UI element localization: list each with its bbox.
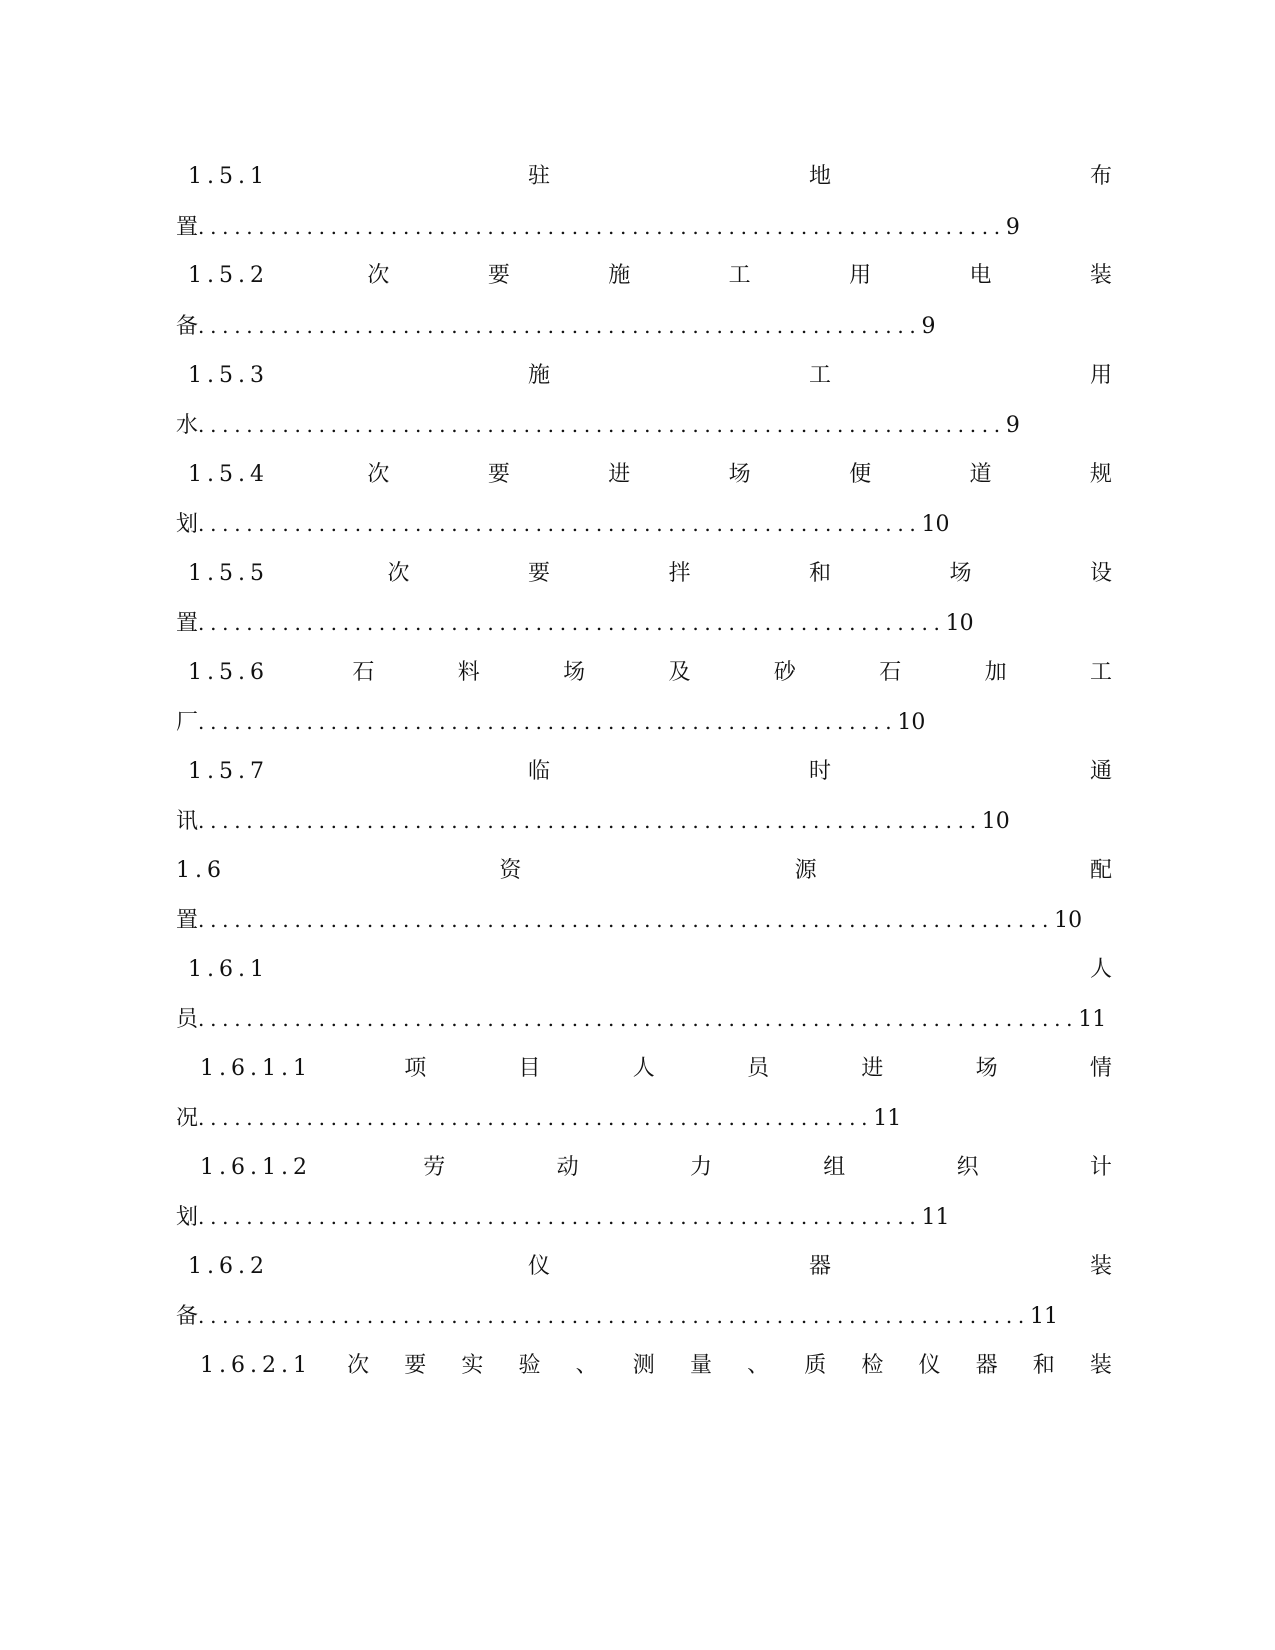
toc-leader-dots: ............................................................ [198, 314, 922, 338]
toc-entry-last-char: 划 [176, 512, 199, 537]
toc-page-number: 9 [921, 314, 936, 339]
toc-leader-dots: ............................................................ [198, 1205, 922, 1229]
toc-entry-last-char: 员 [176, 1007, 199, 1032]
toc-entry-heading[interactable] [176, 361, 1112, 391]
toc-entry-heading[interactable] [176, 162, 1112, 192]
toc-entry-leader[interactable] [176, 410, 1112, 440]
toc-entry-number: 1.6.1 [188, 957, 269, 982]
toc-page-number: 9 [1005, 215, 1020, 240]
toc-entry-last-char: 置 [176, 611, 199, 636]
toc-entry-number: 1.5.4 [188, 462, 269, 487]
toc-entry-char: 时 [808, 759, 831, 784]
toc-entry-leader[interactable] [176, 608, 1112, 638]
toc-page-number: 10 [945, 611, 974, 636]
toc-entry-char: 施 [527, 363, 550, 388]
toc-entry-leader[interactable] [176, 707, 1112, 737]
toc-entry-char: 器 [975, 1353, 998, 1378]
toc-entry-char: 次 [367, 462, 390, 487]
toc-entry-char: 仪 [918, 1353, 941, 1378]
toc-leader-dots: ................................................................. [198, 809, 982, 833]
toc-entry-leader[interactable] [176, 806, 1112, 836]
toc-entry-number: 1.5.3 [188, 363, 269, 388]
toc-entry-char: 源 [794, 858, 817, 883]
toc-entry-heading[interactable] [176, 1351, 1112, 1381]
toc-leader-dots: .......................................................... [198, 710, 898, 734]
toc-entry-char: 仪 [527, 1254, 550, 1279]
toc-entry-last-char: 备 [176, 314, 199, 339]
toc-entry-char: 石 [879, 660, 902, 685]
toc-page-number: 9 [1005, 413, 1020, 438]
toc-entry-leader[interactable] [176, 1103, 1112, 1133]
toc-entry-char: 要 [487, 462, 510, 487]
toc-entry-char: 工 [728, 263, 751, 288]
toc-entry-heading[interactable] [176, 1054, 1112, 1084]
toc-entry-char: 要 [404, 1353, 427, 1378]
toc-entry-char: 情 [1089, 1056, 1112, 1081]
toc-page-number: 10 [1054, 908, 1083, 933]
toc-entry-heading[interactable] [176, 460, 1112, 490]
toc-entry-char: 、 [575, 1353, 598, 1378]
toc-entry-last-char: 划 [176, 1205, 199, 1230]
toc-entry-last-char: 讯 [176, 809, 199, 834]
toc-entry-char: 目 [518, 1056, 541, 1081]
toc-entry-number: 1.6 [176, 858, 226, 883]
toc-entry-char: 场 [975, 1056, 998, 1081]
toc-entry-char: 、 [747, 1353, 770, 1378]
toc-entry-leader[interactable] [176, 1301, 1112, 1331]
toc-entry-char: 量 [689, 1353, 712, 1378]
toc-entry-char: 场 [563, 660, 586, 685]
toc-entry-char: 地 [808, 164, 831, 189]
toc-entry-char: 进 [861, 1056, 884, 1081]
toc-entry-number: 1.5.7 [188, 759, 269, 784]
toc-page-number: 10 [897, 710, 926, 735]
toc-entry-char: 工 [808, 363, 831, 388]
toc-page-number: 11 [1078, 1007, 1107, 1032]
toc-entry-leader[interactable] [176, 1004, 1112, 1034]
toc-entry-heading[interactable] [176, 1153, 1112, 1183]
toc-entry-char: 装 [1089, 1254, 1112, 1279]
toc-entry-heading[interactable] [176, 261, 1112, 291]
toc-entry-char: 砂 [773, 660, 796, 685]
toc-entry-char: 计 [1089, 1155, 1112, 1180]
toc-entry-char: 和 [808, 561, 831, 586]
toc-entry-number: 1.5.2 [188, 263, 269, 288]
toc-entry-number: 1.6.1.1 [200, 1056, 312, 1081]
toc-page-number: 11 [873, 1106, 902, 1131]
toc-leader-dots: ........................................................ [198, 1106, 874, 1130]
toc-entry-char: 员 [747, 1056, 770, 1081]
toc-entry-number: 1.5.5 [188, 561, 269, 586]
toc-entry-char: 施 [608, 263, 631, 288]
toc-entry-char: 拌 [668, 561, 691, 586]
toc-entry-heading[interactable] [176, 955, 1112, 985]
toc-entry-last-char: 厂 [176, 710, 199, 735]
toc-entry-char: 劳 [423, 1155, 446, 1180]
toc-entry-number: 1.5.1 [188, 164, 269, 189]
toc-entry-leader[interactable] [176, 212, 1112, 242]
toc-entry-char: 规 [1089, 462, 1112, 487]
toc-leader-dots: ..................................................................... [198, 1304, 1030, 1328]
toc-entry-last-char: 备 [176, 1304, 199, 1329]
toc-entry-last-char: 置 [176, 215, 199, 240]
toc-entry-char: 加 [984, 660, 1007, 685]
toc-entry-number: 1.5.6 [188, 660, 269, 685]
toc-entry-char: 布 [1089, 164, 1112, 189]
toc-entry-char: 次 [367, 263, 390, 288]
toc-entry-char: 石 [352, 660, 375, 685]
toc-entry-char: 配 [1089, 858, 1112, 883]
toc-entry-char: 工 [1089, 660, 1112, 685]
toc-entry-char: 场 [949, 561, 972, 586]
toc-entry-char: 道 [969, 462, 992, 487]
toc-entry-char: 驻 [527, 164, 550, 189]
toc-entry-char: 用 [1089, 363, 1112, 388]
toc-entry-char: 项 [404, 1056, 427, 1081]
toc-entry-char: 设 [1089, 561, 1112, 586]
toc-entry-char: 人 [632, 1056, 655, 1081]
toc-entry-char: 动 [556, 1155, 579, 1180]
toc-entry-char: 及 [668, 660, 691, 685]
toc-entry-last-char: 置 [176, 908, 199, 933]
toc-entry-char: 通 [1089, 759, 1112, 784]
toc-entry-char: 装 [1089, 1353, 1112, 1378]
toc-entry-number: 1.6.2.1 [200, 1353, 312, 1378]
toc-entry-last-char: 水 [176, 413, 199, 438]
toc-entry-char: 场 [728, 462, 751, 487]
toc-leader-dots: ......................................................................... [198, 1007, 1079, 1031]
toc-entry-char: 要 [487, 263, 510, 288]
toc-entry-char: 进 [608, 462, 631, 487]
toc-entry-char: 验 [518, 1353, 541, 1378]
toc-entry-char: 实 [461, 1353, 484, 1378]
toc-entry-char: 次 [347, 1353, 370, 1378]
toc-entry-char: 装 [1089, 263, 1112, 288]
toc-entry-char: 资 [499, 858, 522, 883]
toc-entry-char: 检 [861, 1353, 884, 1378]
toc-entry-char: 用 [849, 263, 872, 288]
toc-leader-dots: ....................................................................... [198, 908, 1055, 932]
toc-page-number: 10 [921, 512, 950, 537]
toc-leader-dots: .............................................................. [198, 611, 946, 635]
toc-entry-char: 和 [1032, 1353, 1055, 1378]
toc-entry-char: 测 [632, 1353, 655, 1378]
toc-leader-dots: ................................................................... [198, 413, 1006, 437]
toc-entry-leader[interactable] [176, 1202, 1112, 1232]
toc-entry-leader[interactable] [176, 509, 1112, 539]
toc-entry-number: 1.6.1.2 [200, 1155, 312, 1180]
toc-entry-char: 织 [956, 1155, 979, 1180]
toc-entry-char: 电 [969, 263, 992, 288]
toc-entry-heading[interactable] [176, 559, 1112, 589]
toc-page-number: 11 [921, 1205, 950, 1230]
toc-entry-last-char: 况 [176, 1106, 199, 1131]
toc-entry-char: 临 [527, 759, 550, 784]
toc-entry-char: 便 [849, 462, 872, 487]
toc-leader-dots: ............................................................ [198, 512, 922, 536]
toc-entry-char: 力 [689, 1155, 712, 1180]
toc-entry-heading[interactable] [176, 757, 1112, 787]
toc-entry-char: 组 [823, 1155, 846, 1180]
toc-page-number: 11 [1029, 1304, 1058, 1329]
toc-entry-heading[interactable] [176, 856, 1112, 886]
toc-entry-char: 器 [808, 1254, 831, 1279]
toc-entry-heading[interactable] [176, 1252, 1112, 1282]
toc-page-number: 10 [981, 809, 1010, 834]
toc-entry-leader[interactable] [176, 905, 1112, 935]
toc-entry-heading[interactable] [176, 658, 1112, 688]
toc-entry-char: 人 [1089, 957, 1112, 982]
toc-entry-leader[interactable] [176, 311, 1112, 341]
toc-entry-char: 次 [387, 561, 410, 586]
toc-leader-dots: ................................................................... [198, 215, 1006, 239]
toc-entry-char: 质 [804, 1353, 827, 1378]
toc-entry-char: 料 [457, 660, 480, 685]
toc-entry-char: 要 [527, 561, 550, 586]
toc-entry-number: 1.6.2 [188, 1254, 269, 1279]
